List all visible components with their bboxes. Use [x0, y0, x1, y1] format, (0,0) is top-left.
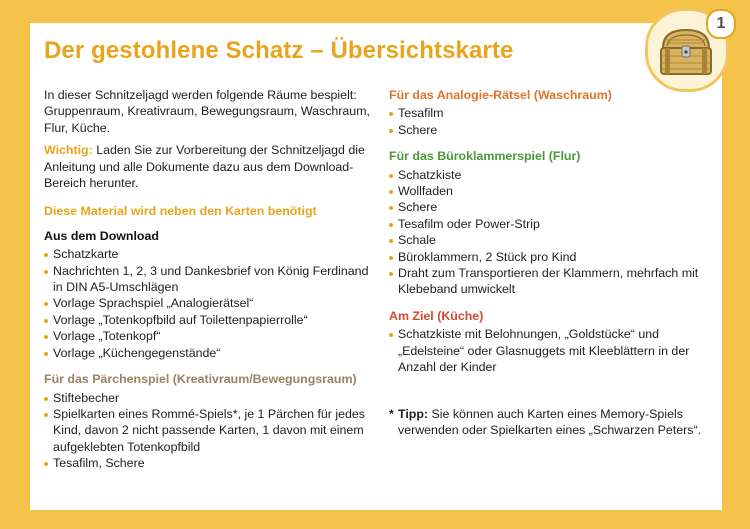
tip-text: Sie können auch Karten eines Memory-Spiels verwenden oder Spielkarten eines „Schwarzen Peters“.: [398, 406, 702, 437]
list-item: Draht zum Transportieren der Klammern, mehrfach mit Klebeband umwickelt: [389, 265, 707, 298]
list-item: Schere: [389, 122, 707, 138]
list-item: Vorlage „Totenkopfbild auf Toilettenpapierrolle“: [44, 312, 372, 328]
list-item: Schere: [389, 199, 707, 215]
list-item: Vorlage Sprachspiel „Analogierätsel“: [44, 295, 372, 311]
ziel-heading: Am Ziel (Küche): [389, 308, 484, 323]
list-item: Schatzkiste: [389, 167, 707, 183]
analogie-list: [389, 105, 707, 138]
list-item: Schatzkiste mit Belohnungen, „Goldstücke“ und „Edelsteine“ oder Glasnuggets mit Kleeblättern in der Anzahl der Kinder: [389, 326, 707, 375]
warning-text: Laden Sie zur Vorbereitung der Schnitzeljagd die Anleitung und alle Dokumente dazu aus dem Download-Bereich herunter.: [44, 143, 365, 191]
ziel-list: [389, 326, 707, 375]
intro-text: In dieser Schnitzeljagd werden folgende Räume bespielt: Gruppenraum, Kreativraum, Bewegungsraum, Waschraum, Flur, Küche.: [44, 88, 370, 135]
list-item: Schale: [389, 232, 707, 248]
tip-star: *: [389, 406, 394, 421]
list-item: Tesafilm: [389, 105, 707, 121]
analogie-heading: Für das Analogie-Rätsel (Waschraum): [389, 88, 612, 102]
left-column: [44, 87, 372, 472]
tip-label: Tipp:: [398, 406, 429, 421]
list-item: Wollfaden: [389, 183, 707, 199]
list-item: Büroklammern, 2 Stück pro Kind: [389, 249, 707, 265]
list-item: Spielkarten eines Rommé-Spiels*, je 1 Pärchen für jedes Kind, davon 2 nicht passende Karten, 1 davon mit einem aufgeklebten Totenkopfbild: [44, 406, 372, 455]
download-list: [44, 246, 372, 361]
tip-note: [389, 406, 707, 439]
list-item: Schatzkarte: [44, 246, 372, 262]
list-item: Nachrichten 1, 2, 3 und Dankesbrief von König Ferdinand in DIN A5-Umschlägen: [44, 263, 372, 296]
material-heading: Diese Material wird neben den Karten benötigt: [44, 204, 317, 219]
buero-heading: Für das Büroklammerspiel (Flur): [389, 149, 581, 164]
paerchen-heading: Für das Pärchenspiel (Kreativraum/Bewegungsraum): [44, 372, 357, 387]
buero-list: [389, 167, 707, 298]
list-item: Vorlage „Küchengegenstände“: [44, 345, 372, 361]
card-number-badge: 1: [706, 9, 736, 39]
list-item: Stiftebecher: [44, 390, 372, 406]
warning-label: Wichtig:: [44, 143, 93, 158]
treasure-chest-icon: [657, 26, 715, 78]
overview-card: [30, 23, 722, 510]
download-heading: Aus dem Download: [44, 228, 159, 243]
warning-paragraph: [44, 142, 372, 191]
paerchen-list: [44, 390, 372, 472]
right-column: [389, 87, 707, 438]
list-item: Tesafilm oder Power-Strip: [389, 216, 707, 232]
page-title: Der gestohlene Schatz – Übersichtskarte: [44, 37, 514, 64]
list-item: Vorlage „Totenkopf“: [44, 328, 372, 344]
list-item: Tesafilm, Schere: [44, 455, 372, 471]
